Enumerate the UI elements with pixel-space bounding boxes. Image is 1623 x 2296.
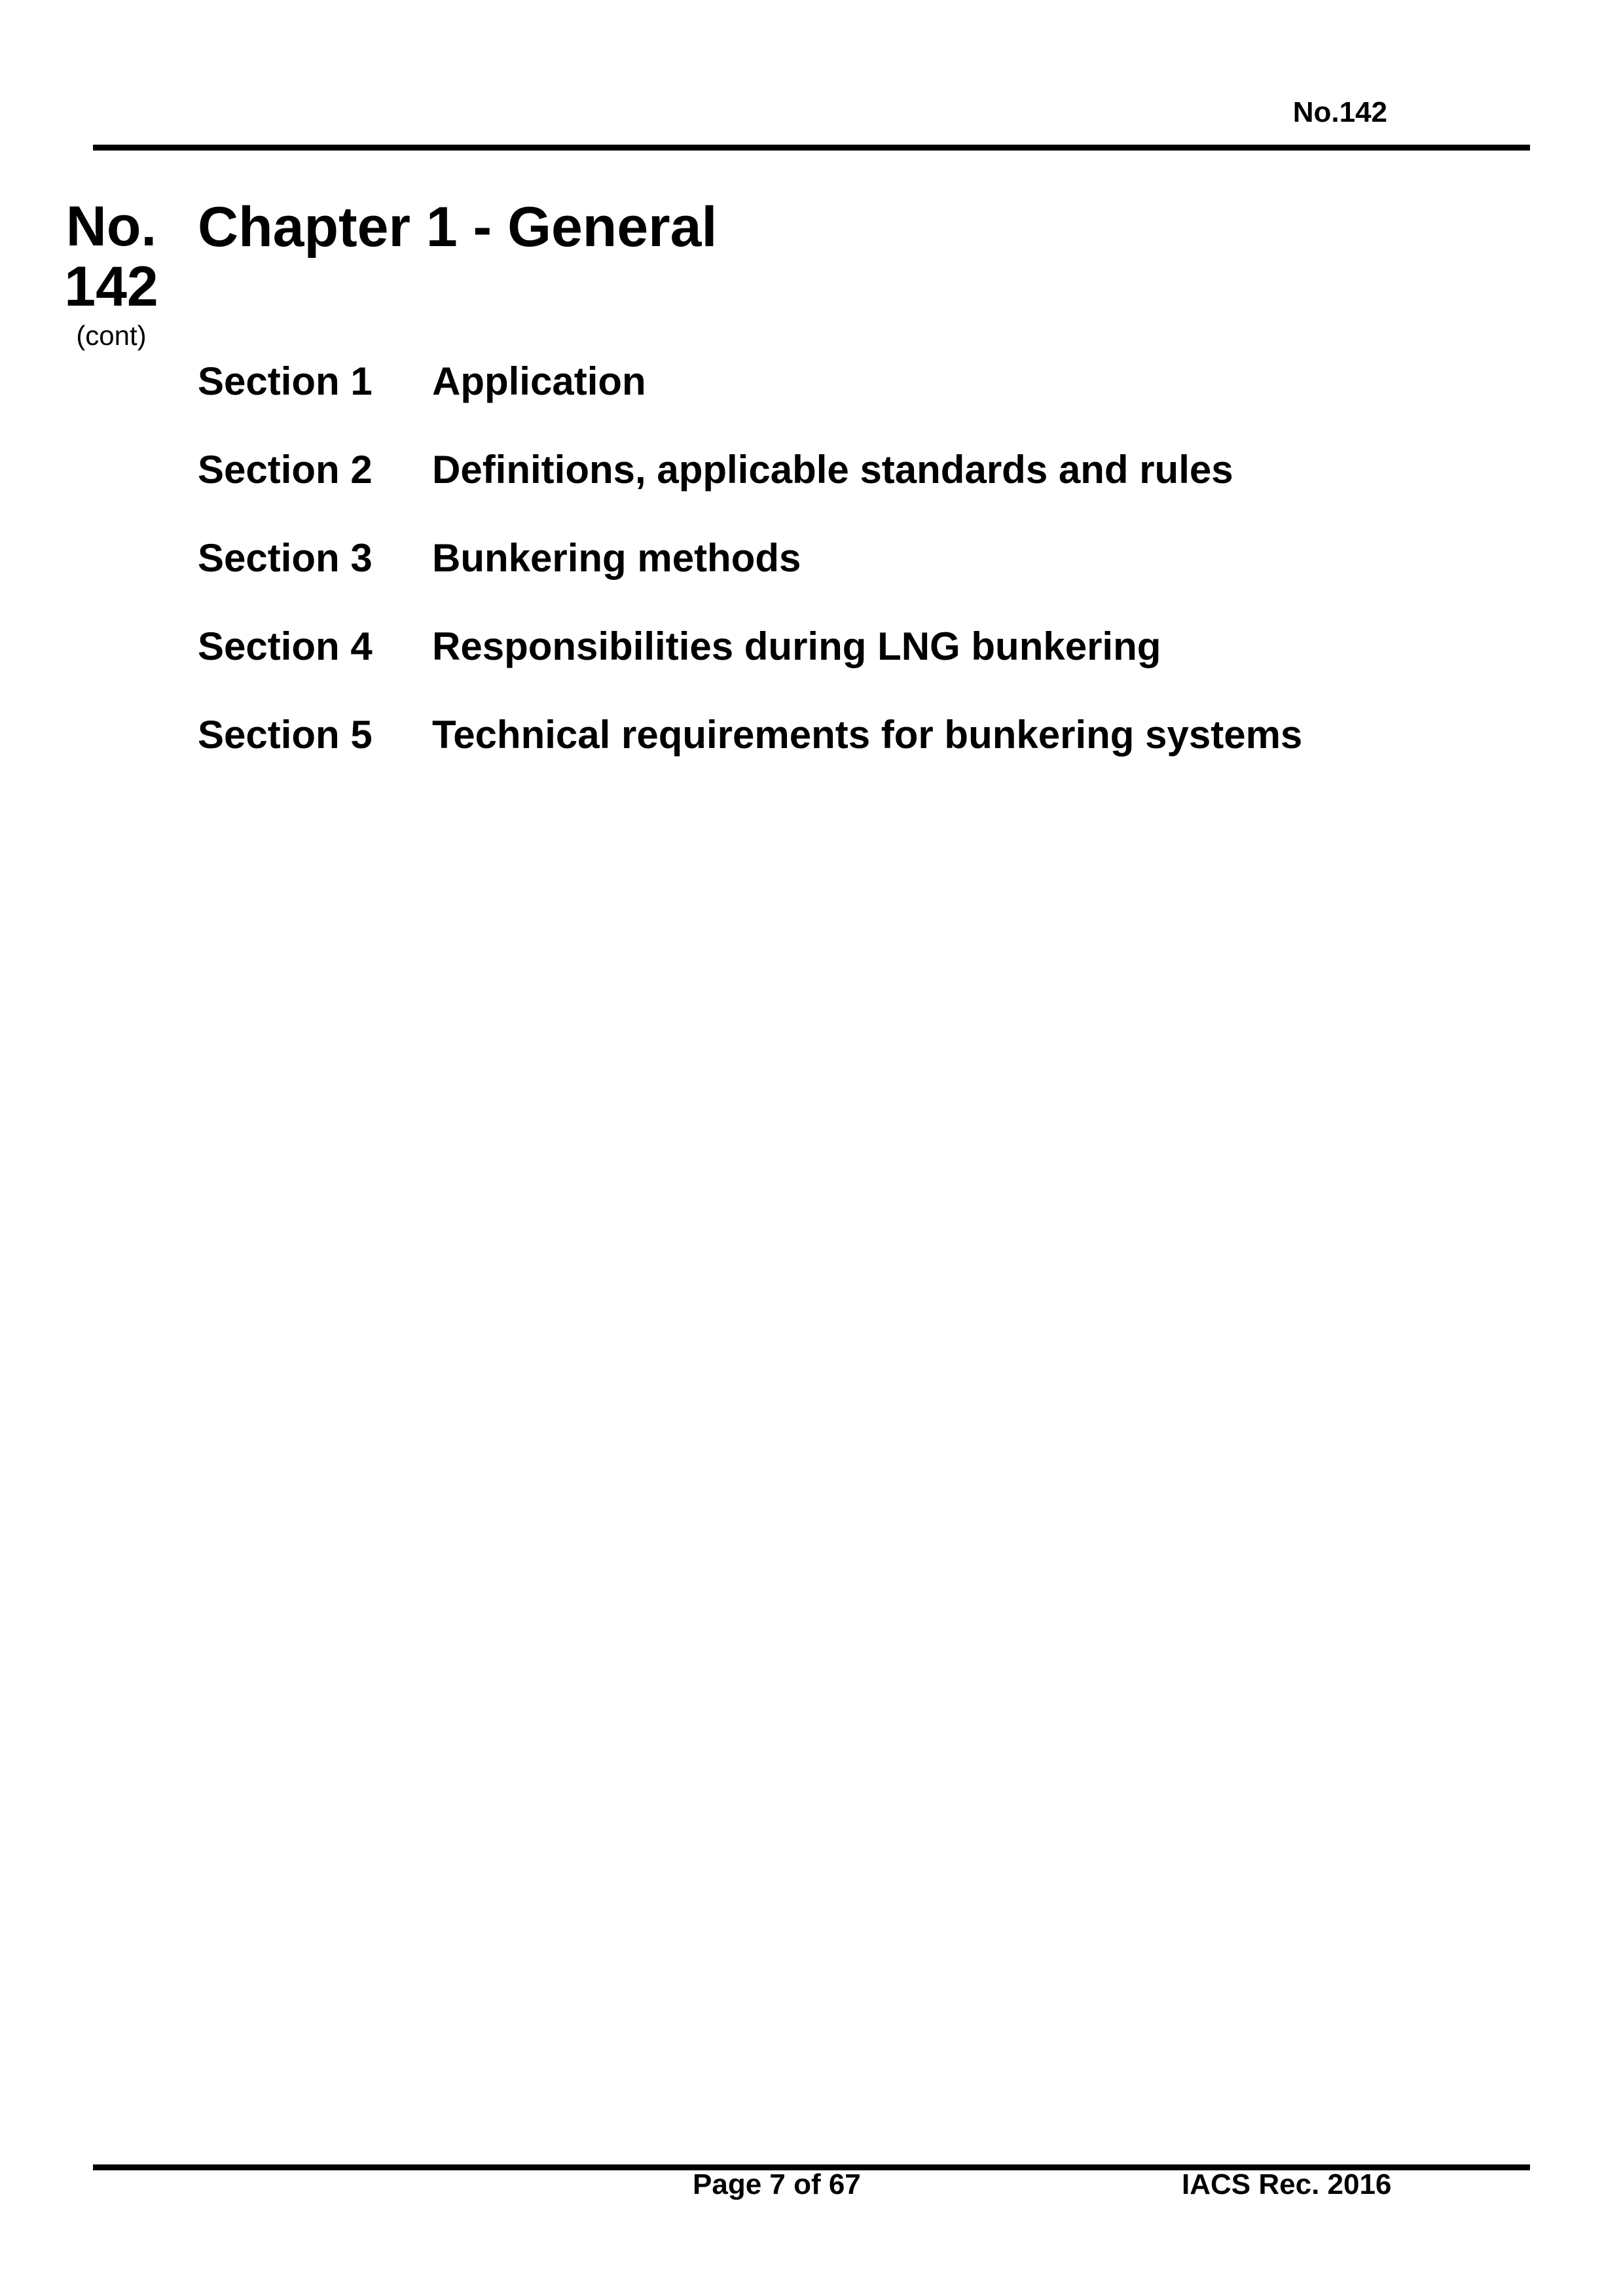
section-number: Section 2 [198, 448, 373, 492]
chapter-title: Chapter 1 - General [198, 196, 718, 259]
footer-page-number: Page 7 of 67 [693, 2168, 861, 2200]
section-number: Section 5 [198, 713, 373, 757]
section-row-1 [198, 359, 1302, 447]
section-title: Application [432, 359, 646, 403]
section-row-2 [198, 447, 1302, 535]
section-number: Section 1 [198, 359, 373, 403]
footer-recommendation: IACS Rec. 2016 [1182, 2168, 1392, 2200]
side-label-cont: (cont) [76, 320, 147, 351]
section-number: Section 3 [198, 536, 373, 580]
section-row-3 [198, 535, 1302, 624]
side-label-no: No. [65, 195, 157, 258]
section-list [198, 359, 1302, 800]
section-row-4 [198, 624, 1302, 712]
section-title: Bunkering methods [432, 536, 801, 580]
header-rule [93, 145, 1530, 151]
section-row-5 [198, 712, 1302, 800]
header-document-number: No.142 [1292, 96, 1387, 128]
side-label-number: 142 [64, 255, 158, 318]
section-title: Technical requirements for bunkering systems [432, 713, 1303, 757]
section-title: Definitions, applicable standards and rules [432, 448, 1233, 492]
section-number: Section 4 [198, 624, 373, 668]
side-document-label [59, 196, 164, 352]
section-title: Responsibilities during LNG bunkering [432, 624, 1161, 668]
